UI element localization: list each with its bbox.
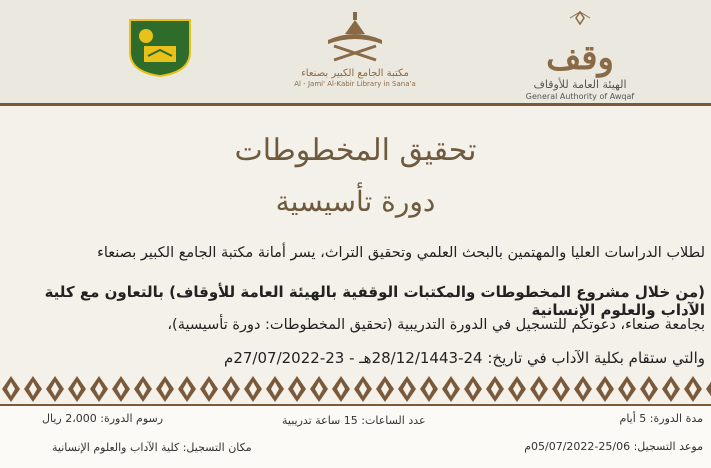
ornamental-border [0,374,711,404]
quran-stand-icon [320,10,390,62]
body-line-2: (من خلال مشروع المخطوطات والمكتبات الوقفية بالهيئة العامة للأوقاف) بالتعاون مع كلية الآداب والعلوم الإنسانية [44,283,705,319]
footer-divider [0,404,711,406]
info-fees: رسوم الدورة: 2،000 ريال [42,412,164,425]
awqaf-logo [510,10,650,100]
library-name-en: Al - Jami' Al-Kabir Library in Sana'a [294,80,416,88]
library-logo [285,10,425,100]
body-line-1: لطلاب الدراسات العليا والمهتمين بالبحث العلمي وتحقيق التراث، يسر أمانة مكتبة الجامع الكبير بصنعاء [97,245,705,261]
title-line-2: دورة تأسيسية [275,185,436,218]
library-name-ar: مكتبة الجامع الكبير بصنعاء [301,68,409,79]
body-line-4: والتي ستقام بكلية الآداب في تاريخ: 24-28/12/1443هـ - 23-27/07/2022م [224,349,705,367]
info-duration: مدة الدورة: 5 أيام [619,412,703,425]
university-shield-icon [126,16,194,78]
university-logo [90,10,230,100]
info-registration-place: مكان التسجيل: كلية الآداب والعلوم الإنسانية [52,441,252,454]
title-line-1: تحقيق المخطوطات [234,133,477,168]
awqaf-name-en: General Authority of Awqaf [525,92,635,101]
info-hours: عدد الساعات: 15 ساعة تدريبية [282,414,426,427]
info-registration-date: موعد التسجيل: 25/06-05/07/2022م [524,440,703,453]
awqaf-name-ar: الهيئة العامة للأوقاف [533,78,627,91]
awqaf-ornament-icon [560,10,600,28]
body-line-3: بجامعة صنعاء، دعوتكم للتسجيل في الدورة التدريبية (تحقيق المخطوطات: دورة تأسيسية)، [167,317,705,333]
awqaf-logo-mark: وقف [546,38,614,78]
header-divider [0,103,711,106]
